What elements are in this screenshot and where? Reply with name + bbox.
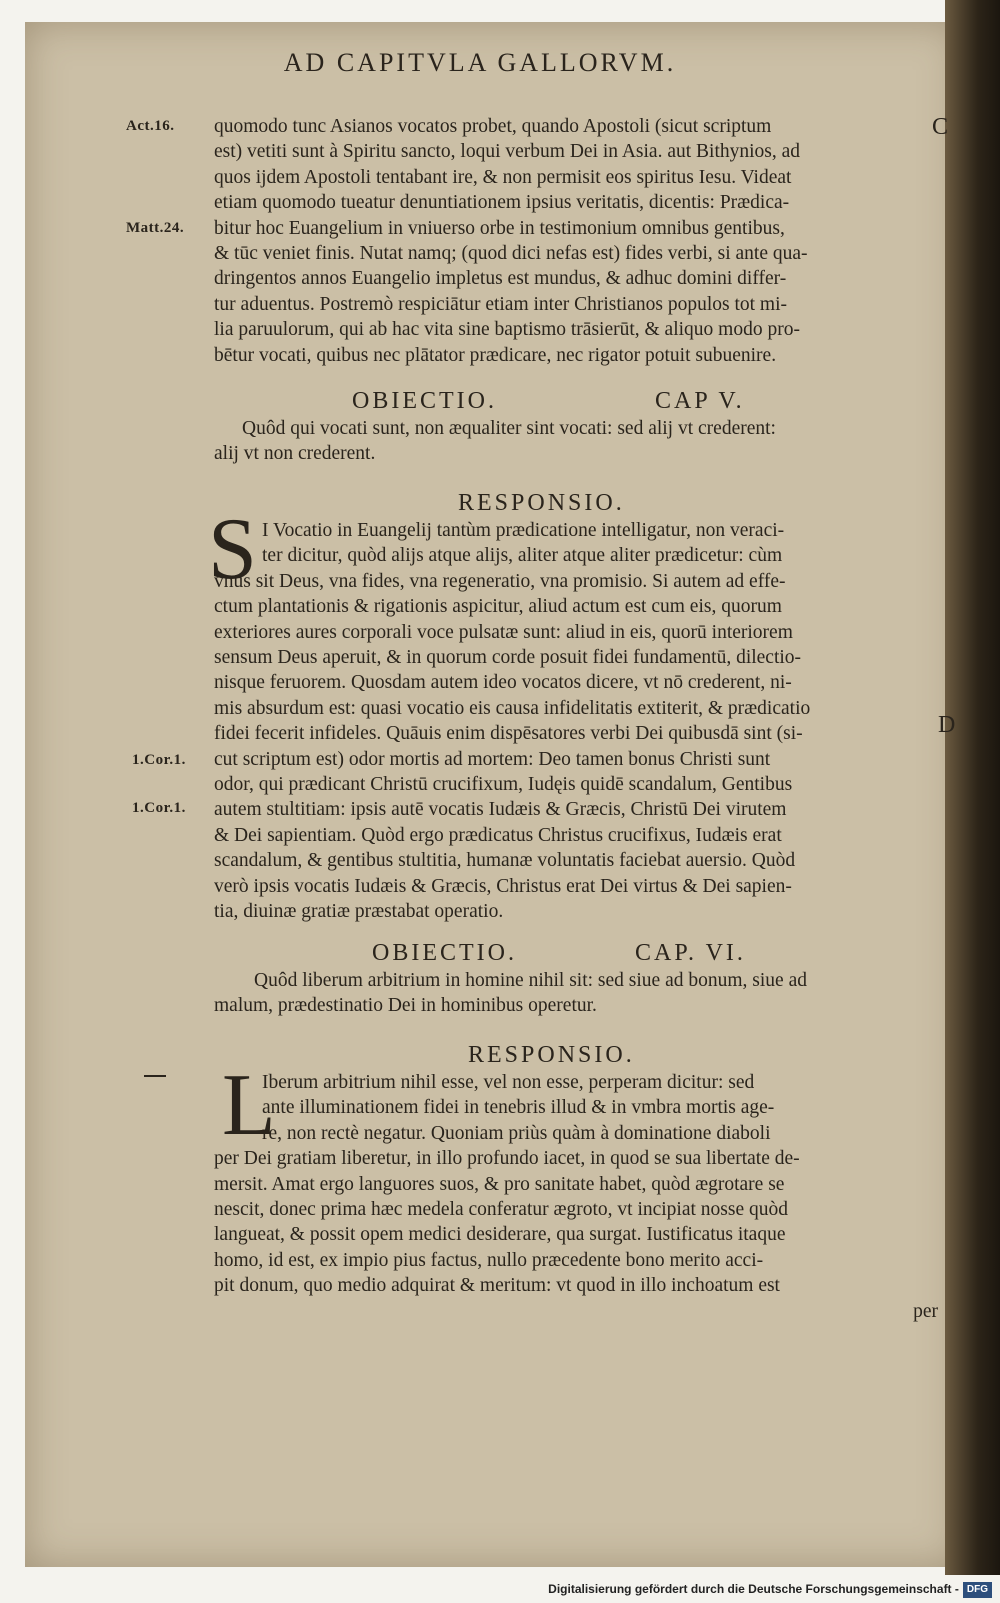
drop-cap: S	[208, 501, 257, 598]
text-line: autem stultitiam: ipsis autē vocatis Iudæis & Græcis, Christū Dei virutem	[214, 799, 787, 821]
text-line: nisque feruorem. Quosdam autem ideo vocatos dicere, vt nō crederent, ni-	[214, 672, 792, 694]
objectio-heading: OBIECTIO.	[352, 388, 497, 414]
book-spine	[945, 0, 1000, 1575]
footer-credit	[0, 1575, 1000, 1603]
text-line: malum, prædestinatio Dei in hominibus operetur.	[214, 995, 597, 1017]
text-line: mis absurdum est: quasi vocatio eis causa infidelitatis extiterit, & prædicatio	[214, 697, 811, 719]
margin-note-cor: 1.Cor.1.	[132, 800, 186, 816]
text-line: dringentos annos Euangelio impletus est mundus, & adhuc domini differ-	[214, 268, 787, 290]
responsio-heading: RESPONSIO.	[468, 1042, 635, 1068]
margin-note-cor: 1.Cor.1.	[132, 752, 186, 768]
section-letter-d: D	[938, 712, 956, 738]
drop-cap: L	[222, 1057, 276, 1154]
section-letter-c: C	[932, 114, 949, 140]
text-line: pit donum, quo medio adquirat & meritum: vt quod in illo inchoatum est	[214, 1275, 780, 1297]
text-block-intro	[214, 114, 938, 368]
text-line: alij vt non crederent.	[214, 443, 376, 465]
catchword: per	[913, 1300, 938, 1322]
text-line: per Dei gratiam liberetur, in illo profundo iacet, in quod se sua libertate de-	[214, 1148, 800, 1170]
text-line: fidei fecerit infideles. Quāuis enim dispēsatores verbi Dei quibusdā sint (si-	[214, 723, 803, 745]
text-line: ter dicitur, quòd alijs atque alijs, aliter atque aliter prædicetur: cùm	[262, 545, 783, 567]
footer-text: Digitalisierung gefördert durch die Deutsche Forschungsgemeinschaft -	[548, 1582, 959, 1596]
responsio-text	[214, 1070, 938, 1324]
text-line: & tūc veniet finis. Nutat namq; (quod dici nefas est) fides verbi, si ante qua-	[214, 243, 808, 265]
text-line: odor, qui prædicant Christū crucifixum, Iudęis quidē scandalum, Gentibus	[214, 774, 793, 796]
text-line: ctum plantationis & rigationis aspicitur, aliud actum est cum eis, quorum	[214, 596, 782, 618]
text-line: bitur hoc Euangelium in vniuerso orbe in testimonium omnibus gentibus,	[214, 217, 785, 239]
objectio-text	[214, 968, 938, 1019]
text-line: ante illuminationem fidei in tenebris illud & in vmbra mortis age-	[262, 1097, 775, 1119]
text-line: lia paruulorum, qui ab hac vita sine baptismo trāsierūt, & aliquo modo pro-	[214, 319, 800, 341]
text-line: & Dei sapientiam. Quòd ergo prædicatus Christus crucifixus, Iudæis erat	[214, 824, 782, 846]
text-line: tia, diuinæ gratiæ præstabat operatio.	[214, 901, 504, 923]
text-line: bētur vocati, quibus nec plātator prædicare, nec rigator potuit subuenire.	[214, 344, 777, 366]
text-line: Quôd qui vocati sunt, non æqualiter sint vocati: sed alij vt crederent:	[242, 418, 776, 439]
cap-heading: CAP. VI.	[635, 940, 746, 966]
text-line: exteriores aures corporali voce pulsatæ sunt: aliud in eis, quorū interiorem	[214, 621, 793, 643]
text-line: langueat, & possit opem medici desiderare, qua surgat. Iustificatus itaque	[214, 1224, 786, 1246]
text-line: mersit. Amat ergo languores suos, & pro sanitate habet, quòd ægrotare se	[214, 1173, 785, 1195]
running-head: AD CAPITVLA GALLORVM.	[283, 48, 677, 77]
margin-note-matt: Matt.24.	[126, 220, 185, 236]
text-line: nescit, donec prima hæc medela conferatur ægroto, vt incipiat nosse quòd	[214, 1199, 789, 1221]
text-line: tur aduentus. Postremò respiciātur etiam inter Christianos populos tot mi-	[214, 293, 787, 315]
text-line: verò ipsis vocatis Iudæis & Græcis, Christus erat Dei virtus & Dei sapien-	[214, 875, 792, 897]
responsio-heading: RESPONSIO.	[458, 490, 625, 516]
cap-heading: CAP V.	[655, 388, 745, 414]
margin-note-act: Act.16.	[126, 118, 175, 134]
text-line: quomodo tunc Asianos vocatos probet, quando Apostoli (sicut scriptum	[214, 116, 772, 137]
objectio-heading: OBIECTIO.	[372, 940, 517, 966]
text-line: sensum Deus aperuit, & in quorum corde posuit fidei fundamentū, dilectio-	[214, 647, 802, 669]
text-line: cut scriptum est) odor mortis ad mortem: Deo tamen bonus Christi sunt	[214, 748, 771, 770]
responsio-text	[214, 518, 938, 925]
margin-dash	[144, 1075, 166, 1077]
text-line: homo, id est, ex impio pius factus, nullo præcedente bono merito acci-	[214, 1249, 764, 1271]
dfg-logo: DFG	[963, 1582, 992, 1598]
text-line: vnus sit Deus, vna fides, vna regeneratio, vna promisio. Si autem ad effe-	[214, 570, 786, 592]
text-line: Iberum arbitrium nihil esse, vel non esse, perperam dicitur: sed	[262, 1072, 755, 1093]
objectio-text	[214, 416, 938, 467]
text-line: est) vetiti sunt à Spiritu sancto, loqui verbum Dei in Asia. aut Bithynios, ad	[214, 141, 801, 163]
text-line: scandalum, & gentibus stultitia, humanæ voluntatis faciebat auersio. Quòd	[214, 850, 796, 872]
text-line: re, non rectè negatur. Quoniam priùs quàm à dominatione diaboli	[262, 1122, 771, 1144]
text-line: Quôd liberum arbitrium in homine nihil sit: sed siue ad bonum, siue ad	[254, 970, 807, 991]
text-line: etiam quomodo tueatur denuntiationem ipsius veritatis, dicentis: Prædica-	[214, 192, 790, 214]
text-line: quos ijdem Apostoli tentabant ire, & non permisit eos spiritus Iesu. Videat	[214, 166, 792, 188]
text-line: I Vocatio in Euangelij tantùm prædicatione intelligatur, non veraci-	[262, 520, 785, 541]
